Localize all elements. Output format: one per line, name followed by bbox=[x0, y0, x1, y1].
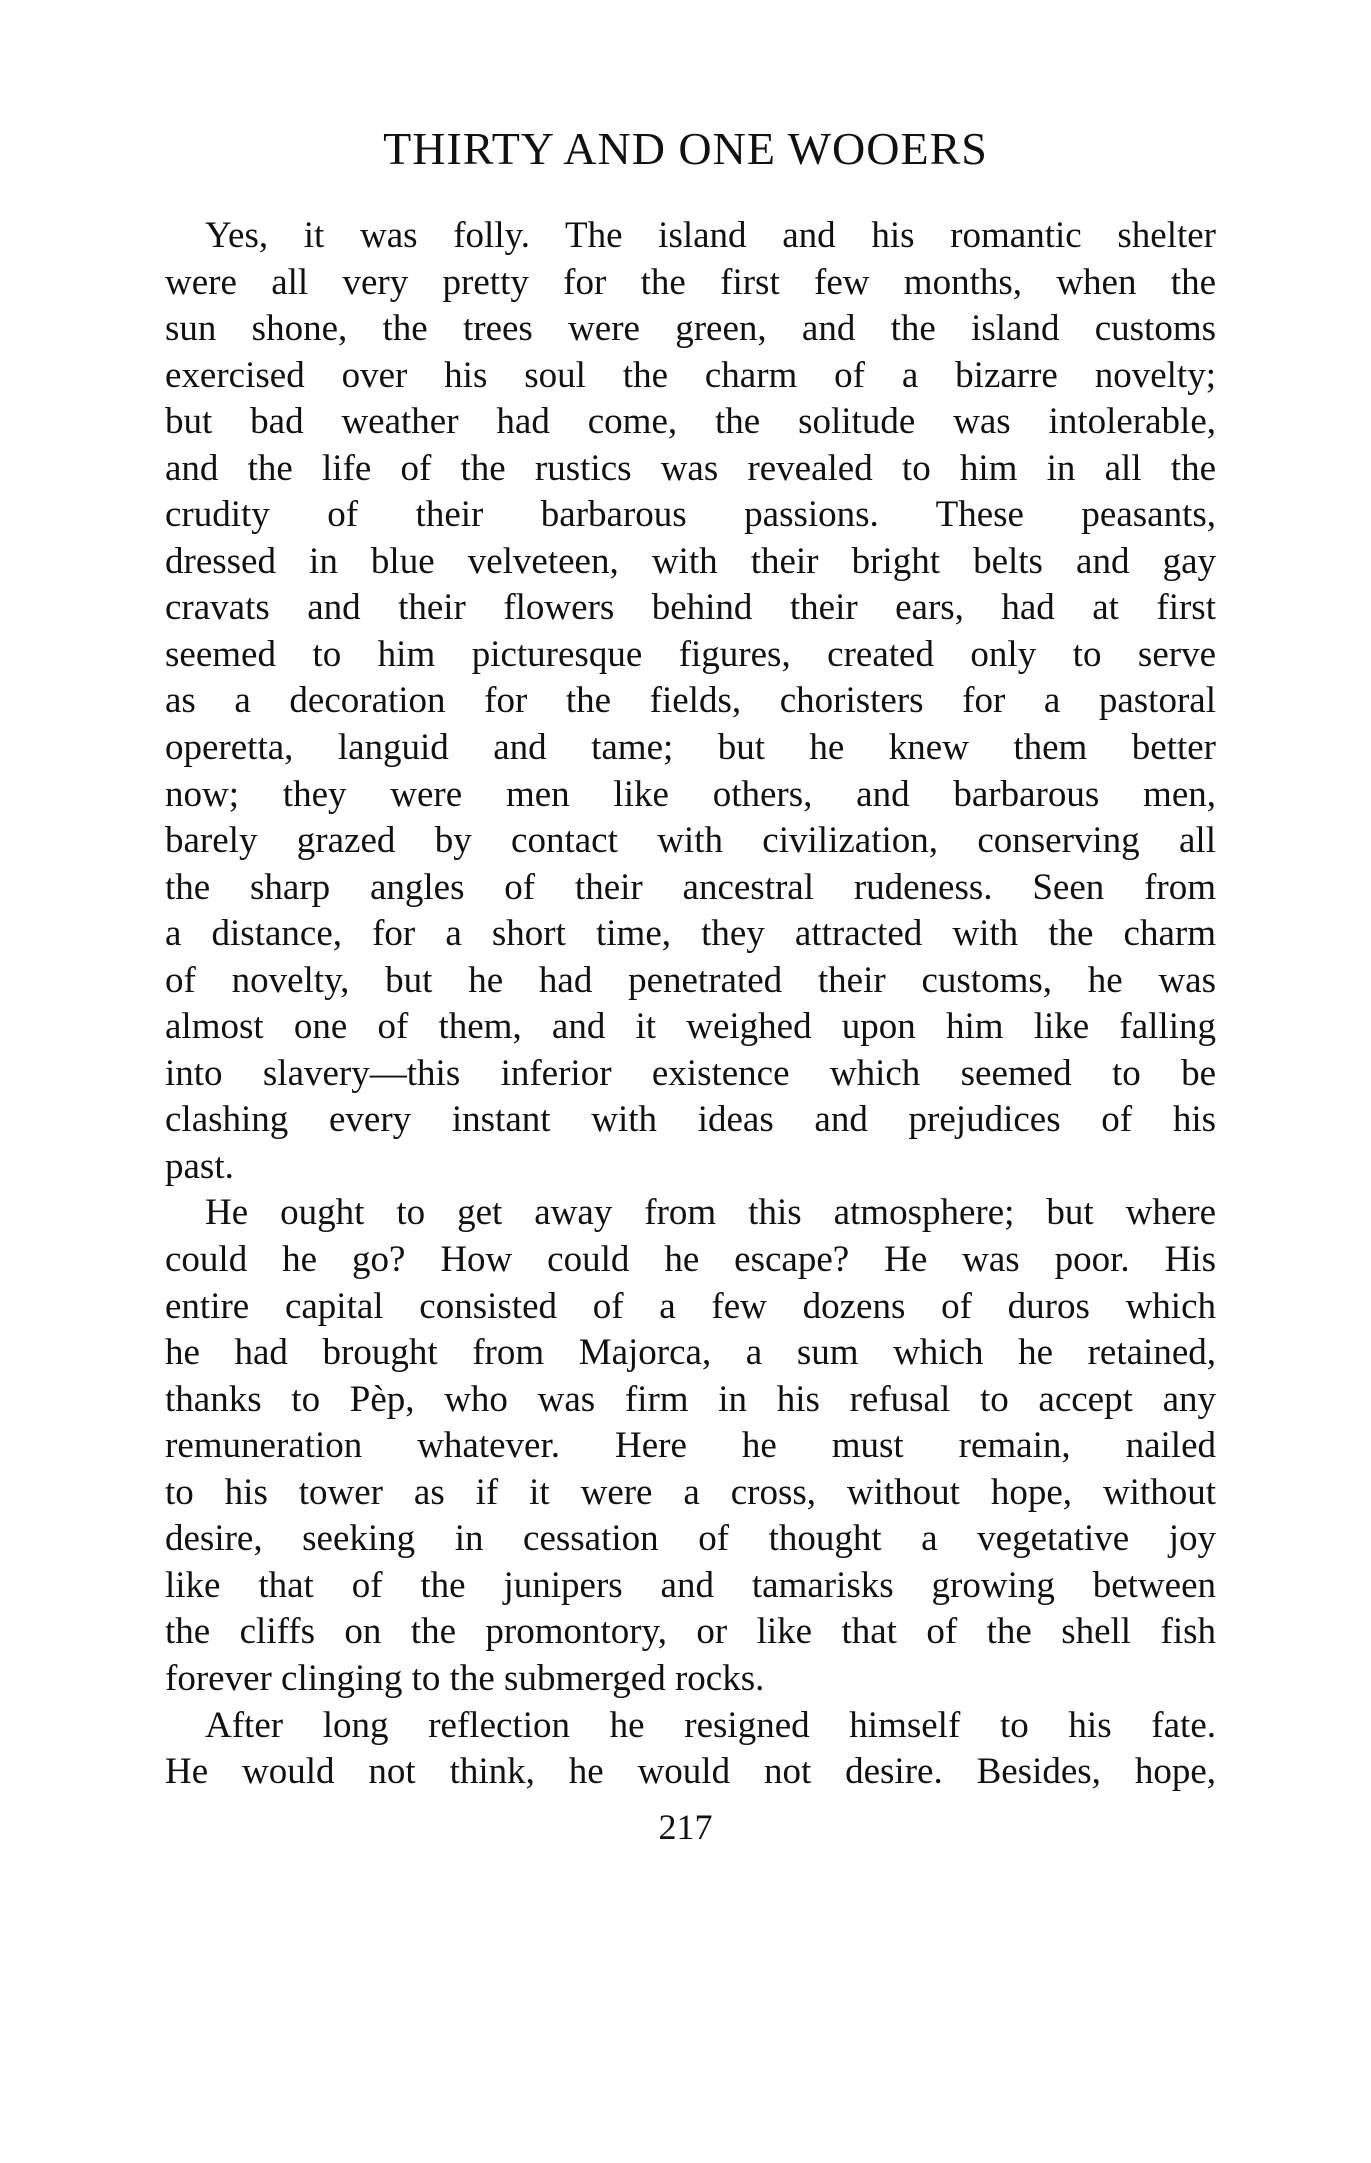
text-line: and the life of the rustics was revealed to him in all the bbox=[165, 447, 1216, 489]
paragraph bbox=[165, 1190, 1216, 1702]
text-line: After long reflection he resigned himself to his fate. bbox=[205, 1704, 1216, 1746]
text-line: the sharp angles of their ancestral rudeness. Seen from bbox=[165, 866, 1216, 908]
text-line: Yes, it was folly. The island and his romantic shelter bbox=[205, 215, 1216, 256]
text-line: seemed to him picturesque figures, created only to serve bbox=[165, 633, 1216, 675]
text-line: exercised over his soul the charm of a bizarre novelty; bbox=[165, 354, 1216, 396]
text-line: thanks to Pèp, who was firm in his refusal to accept any bbox=[165, 1378, 1216, 1420]
page-number: 217 bbox=[658, 1807, 713, 1847]
text-line: He ought to get away from this atmosphere; but where bbox=[205, 1192, 1216, 1234]
text-line: he had brought from Majorca, a sum which he retained, bbox=[165, 1332, 1216, 1374]
text-line: as a decoration for the fields, choristers for a pastoral bbox=[165, 680, 1216, 722]
text-line: past. bbox=[165, 1145, 234, 1187]
text-line: clashing every instant with ideas and prejudices of his bbox=[165, 1099, 1216, 1141]
text-line: sun shone, the trees were green, and the island customs bbox=[165, 308, 1216, 350]
text-line: like that of the junipers and tamarisks growing between bbox=[165, 1564, 1216, 1606]
text-line: to his tower as if it were a cross, without hope, without bbox=[165, 1471, 1216, 1513]
text-line: into slavery—this inferior existence which seemed to be bbox=[165, 1052, 1216, 1094]
text-line: remuneration whatever. Here he must remain, nailed bbox=[165, 1425, 1216, 1467]
paragraph bbox=[165, 213, 1216, 1190]
text-line: dressed in blue velveteen, with their bright belts and gay bbox=[165, 540, 1216, 582]
text-line: crudity of their barbarous passions. These peasants, bbox=[165, 494, 1216, 536]
text-line: cravats and their flowers behind their ears, had at first bbox=[165, 587, 1216, 629]
text-line: the cliffs on the promontory, or like that of the shell fish bbox=[165, 1611, 1216, 1653]
text-line: but bad weather had come, the solitude was intolerable, bbox=[165, 401, 1216, 443]
page-title: THIRTY AND ONE WOOERS bbox=[383, 123, 988, 174]
body-text bbox=[165, 213, 1216, 1796]
text-line: barely grazed by contact with civilization, conserving all bbox=[165, 820, 1216, 862]
text-line: almost one of them, and it weighed upon him like falling bbox=[165, 1006, 1216, 1048]
text-line: operetta, languid and tame; but he knew them better bbox=[165, 727, 1216, 769]
text-line: now; they were men like others, and barbarous men, bbox=[165, 773, 1216, 815]
text-line: were all very pretty for the first few months, when the bbox=[165, 261, 1216, 303]
paragraph bbox=[165, 1703, 1216, 1796]
text-line: He would not think, he would not desire. Besides, hope, bbox=[165, 1751, 1216, 1793]
text-line: desire, seeking in cessation of thought a vegetative joy bbox=[165, 1518, 1216, 1560]
text-line: a distance, for a short time, they attracted with the charm bbox=[165, 913, 1216, 955]
text-line: of novelty, but he had penetrated their customs, he was bbox=[165, 959, 1216, 1001]
text-line: entire capital consisted of a few dozens of duros which bbox=[165, 1285, 1216, 1327]
text-line: could he go? How could he escape? He was poor. His bbox=[165, 1239, 1216, 1281]
text-line: forever clinging to the submerged rocks. bbox=[165, 1657, 765, 1699]
